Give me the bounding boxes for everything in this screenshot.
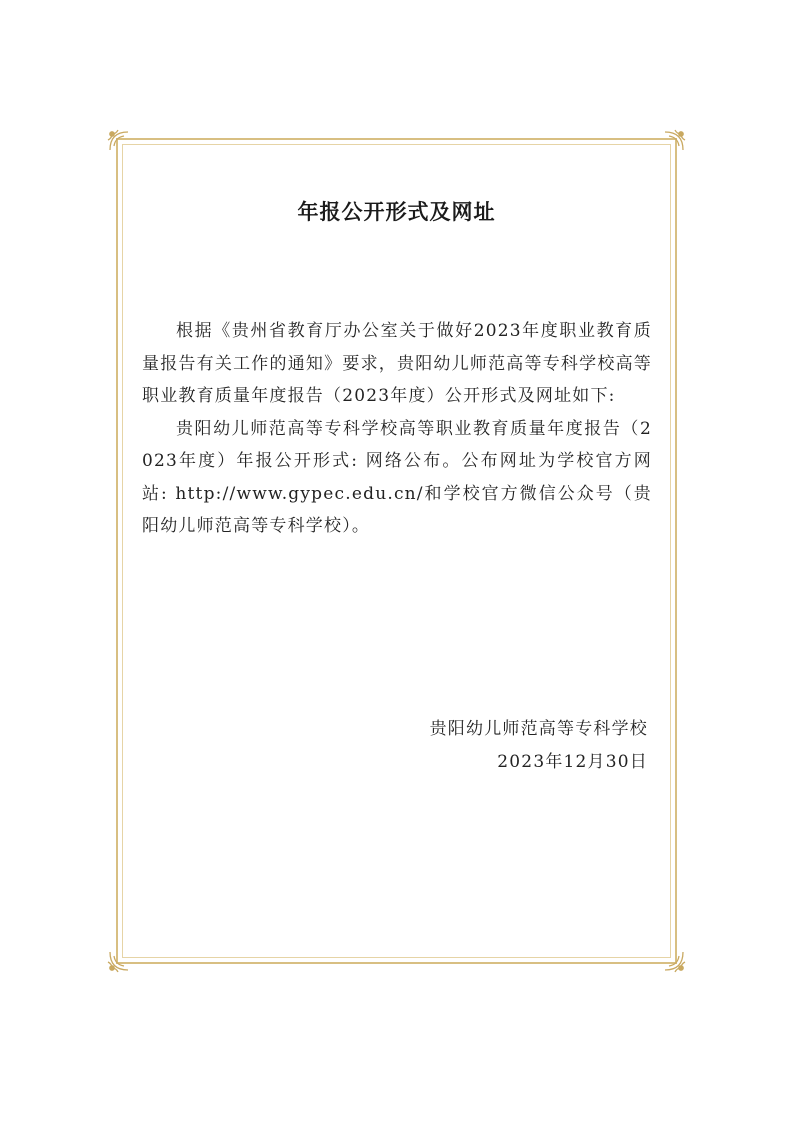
corner-ornament-bottom-left [106, 948, 132, 974]
document-body [142, 315, 652, 543]
signature-organization: 贵阳幼儿师范高等专科学校 [429, 719, 648, 739]
corner-ornament-bottom-right [661, 948, 687, 974]
signature-block [430, 713, 648, 778]
corner-ornament-top-right [661, 128, 687, 154]
corner-ornament-top-left [106, 128, 132, 154]
signature-date: 2023年12月30日 [497, 751, 648, 772]
page-border-inner [122, 144, 671, 958]
paragraph-requirement: 根据《贵州省教育厅办公室关于做好2023年度职业教育质量报告有关工作的通知》要求，贵阳幼儿师范高等专科学校高等职业教育质量年度报告（2023年度）公开形式及网址如下: [142, 321, 652, 406]
paragraph-disclosure: 贵阳幼儿师范高等专科学校高等职业教育质量年度报告（2023年度）年报公开形式: 网络公布。公布网址为学校官方网站: http://www.gypec.edu.cn/和学校官方微信公众号（贵阳幼儿师范高等专科学校）。 [142, 418, 652, 536]
document-title: 年报公开形式及网址 [297, 199, 496, 224]
